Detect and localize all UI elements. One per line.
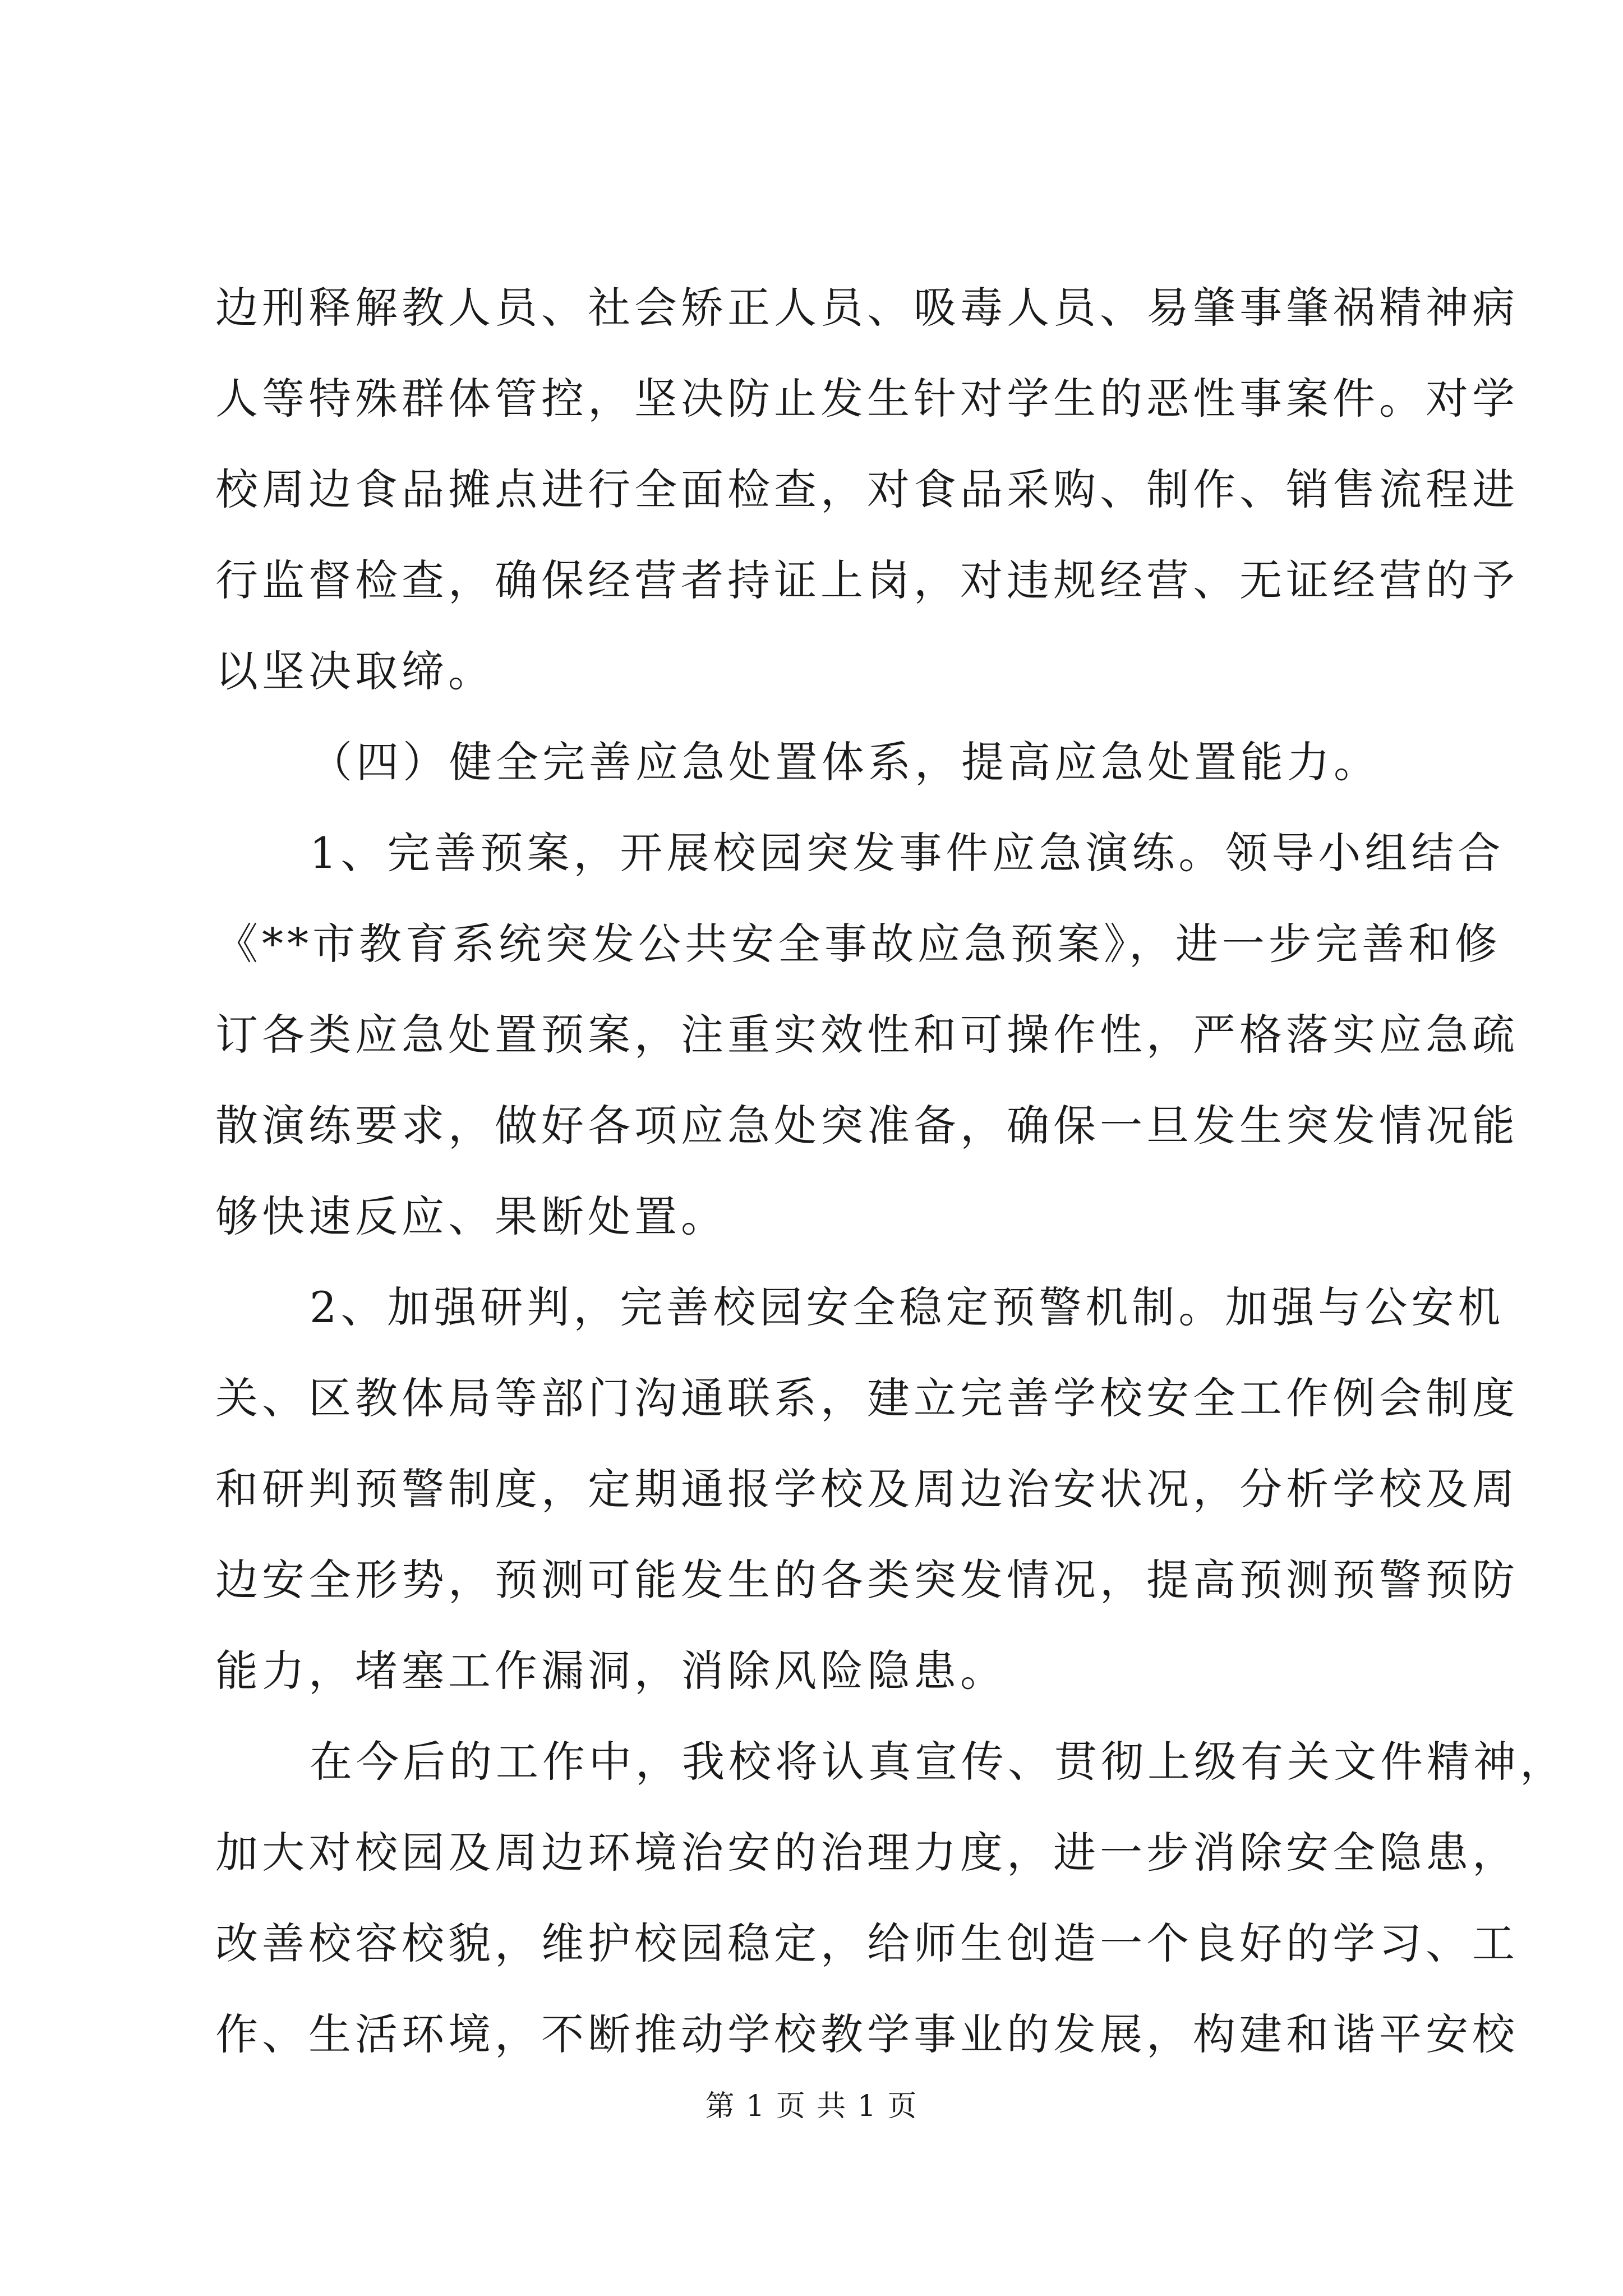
paragraph-item-2 bbox=[215, 1262, 1519, 1717]
document-body bbox=[215, 263, 1566, 2080]
page-footer bbox=[0, 2082, 1623, 2124]
text-line: 关、区教体局等部门沟通联系，建立完善学校安全工作例会制度 bbox=[215, 1373, 1519, 1423]
text-line: 加大对校园及周边环境治安的治理力度，进一步消除安全隐患， bbox=[215, 1828, 1519, 1878]
text-line: 1、完善预案，开展校园突发事件应急演练。领导小组结合 bbox=[310, 828, 1505, 878]
text-line: 散演练要求，做好各项应急处突准备，确保一旦发生突发情况能 bbox=[215, 1101, 1519, 1151]
text-line: 能力，堵塞工作漏洞，消除风险隐患。 bbox=[215, 1646, 1007, 1696]
text-line: 改善校容校貌，维护校园稳定，给师生创造一个良好的学习、工 bbox=[215, 1918, 1519, 1968]
text-line: 边安全形势，预测可能发生的各类突发情况，提高预测预警预防 bbox=[215, 1555, 1519, 1605]
text-line: 订各类应急处置预案，注重实效性和可操作性，严格落实应急疏 bbox=[215, 1010, 1519, 1060]
text-line: 行监督检查，确保经营者持证上岗，对违规经营、无证经营的予 bbox=[215, 555, 1519, 605]
text-line: 《**市教育系统突发公共安全事故应急预案》，进一步完善和修 bbox=[215, 919, 1501, 969]
section-heading-four bbox=[215, 717, 1409, 808]
text-line: 边刑释解教人员、社会矫正人员、吸毒人员、易肇事肇祸精神病 bbox=[215, 283, 1519, 333]
text-line: （四）健全完善应急处置体系，提高应急处置能力。 bbox=[310, 737, 1380, 787]
text-line: 人等特殊群体管控，坚决防止发生针对学生的恶性事案件。对学 bbox=[215, 374, 1519, 424]
text-line: 在今后的工作中，我校将认真宣传、贯彻上级有关文件精神， bbox=[310, 1737, 1566, 1787]
paragraph-item-1 bbox=[215, 808, 1519, 1262]
text-line: 和研判预警制度，定期通报学校及周边治安状况，分析学校及周 bbox=[215, 1464, 1519, 1514]
text-line: 2、加强研判，完善校园安全稳定预警机制。加强与公安机 bbox=[310, 1282, 1505, 1332]
page-number-label: 第 1 页 共 1 页 bbox=[705, 2090, 918, 2123]
text-line: 以坚决取缔。 bbox=[215, 646, 495, 696]
paragraph-special-groups bbox=[215, 263, 1519, 717]
text-line: 作、生活环境，不断推动学校教学事业的发展，构建和谐平安校 bbox=[215, 2009, 1519, 2059]
text-line: 够快速反应、果断处置。 bbox=[215, 1191, 727, 1241]
text-line: 校周边食品摊点进行全面检查，对食品采购、制作、销售流程进 bbox=[215, 464, 1519, 514]
paragraph-conclusion bbox=[215, 1717, 1566, 2080]
